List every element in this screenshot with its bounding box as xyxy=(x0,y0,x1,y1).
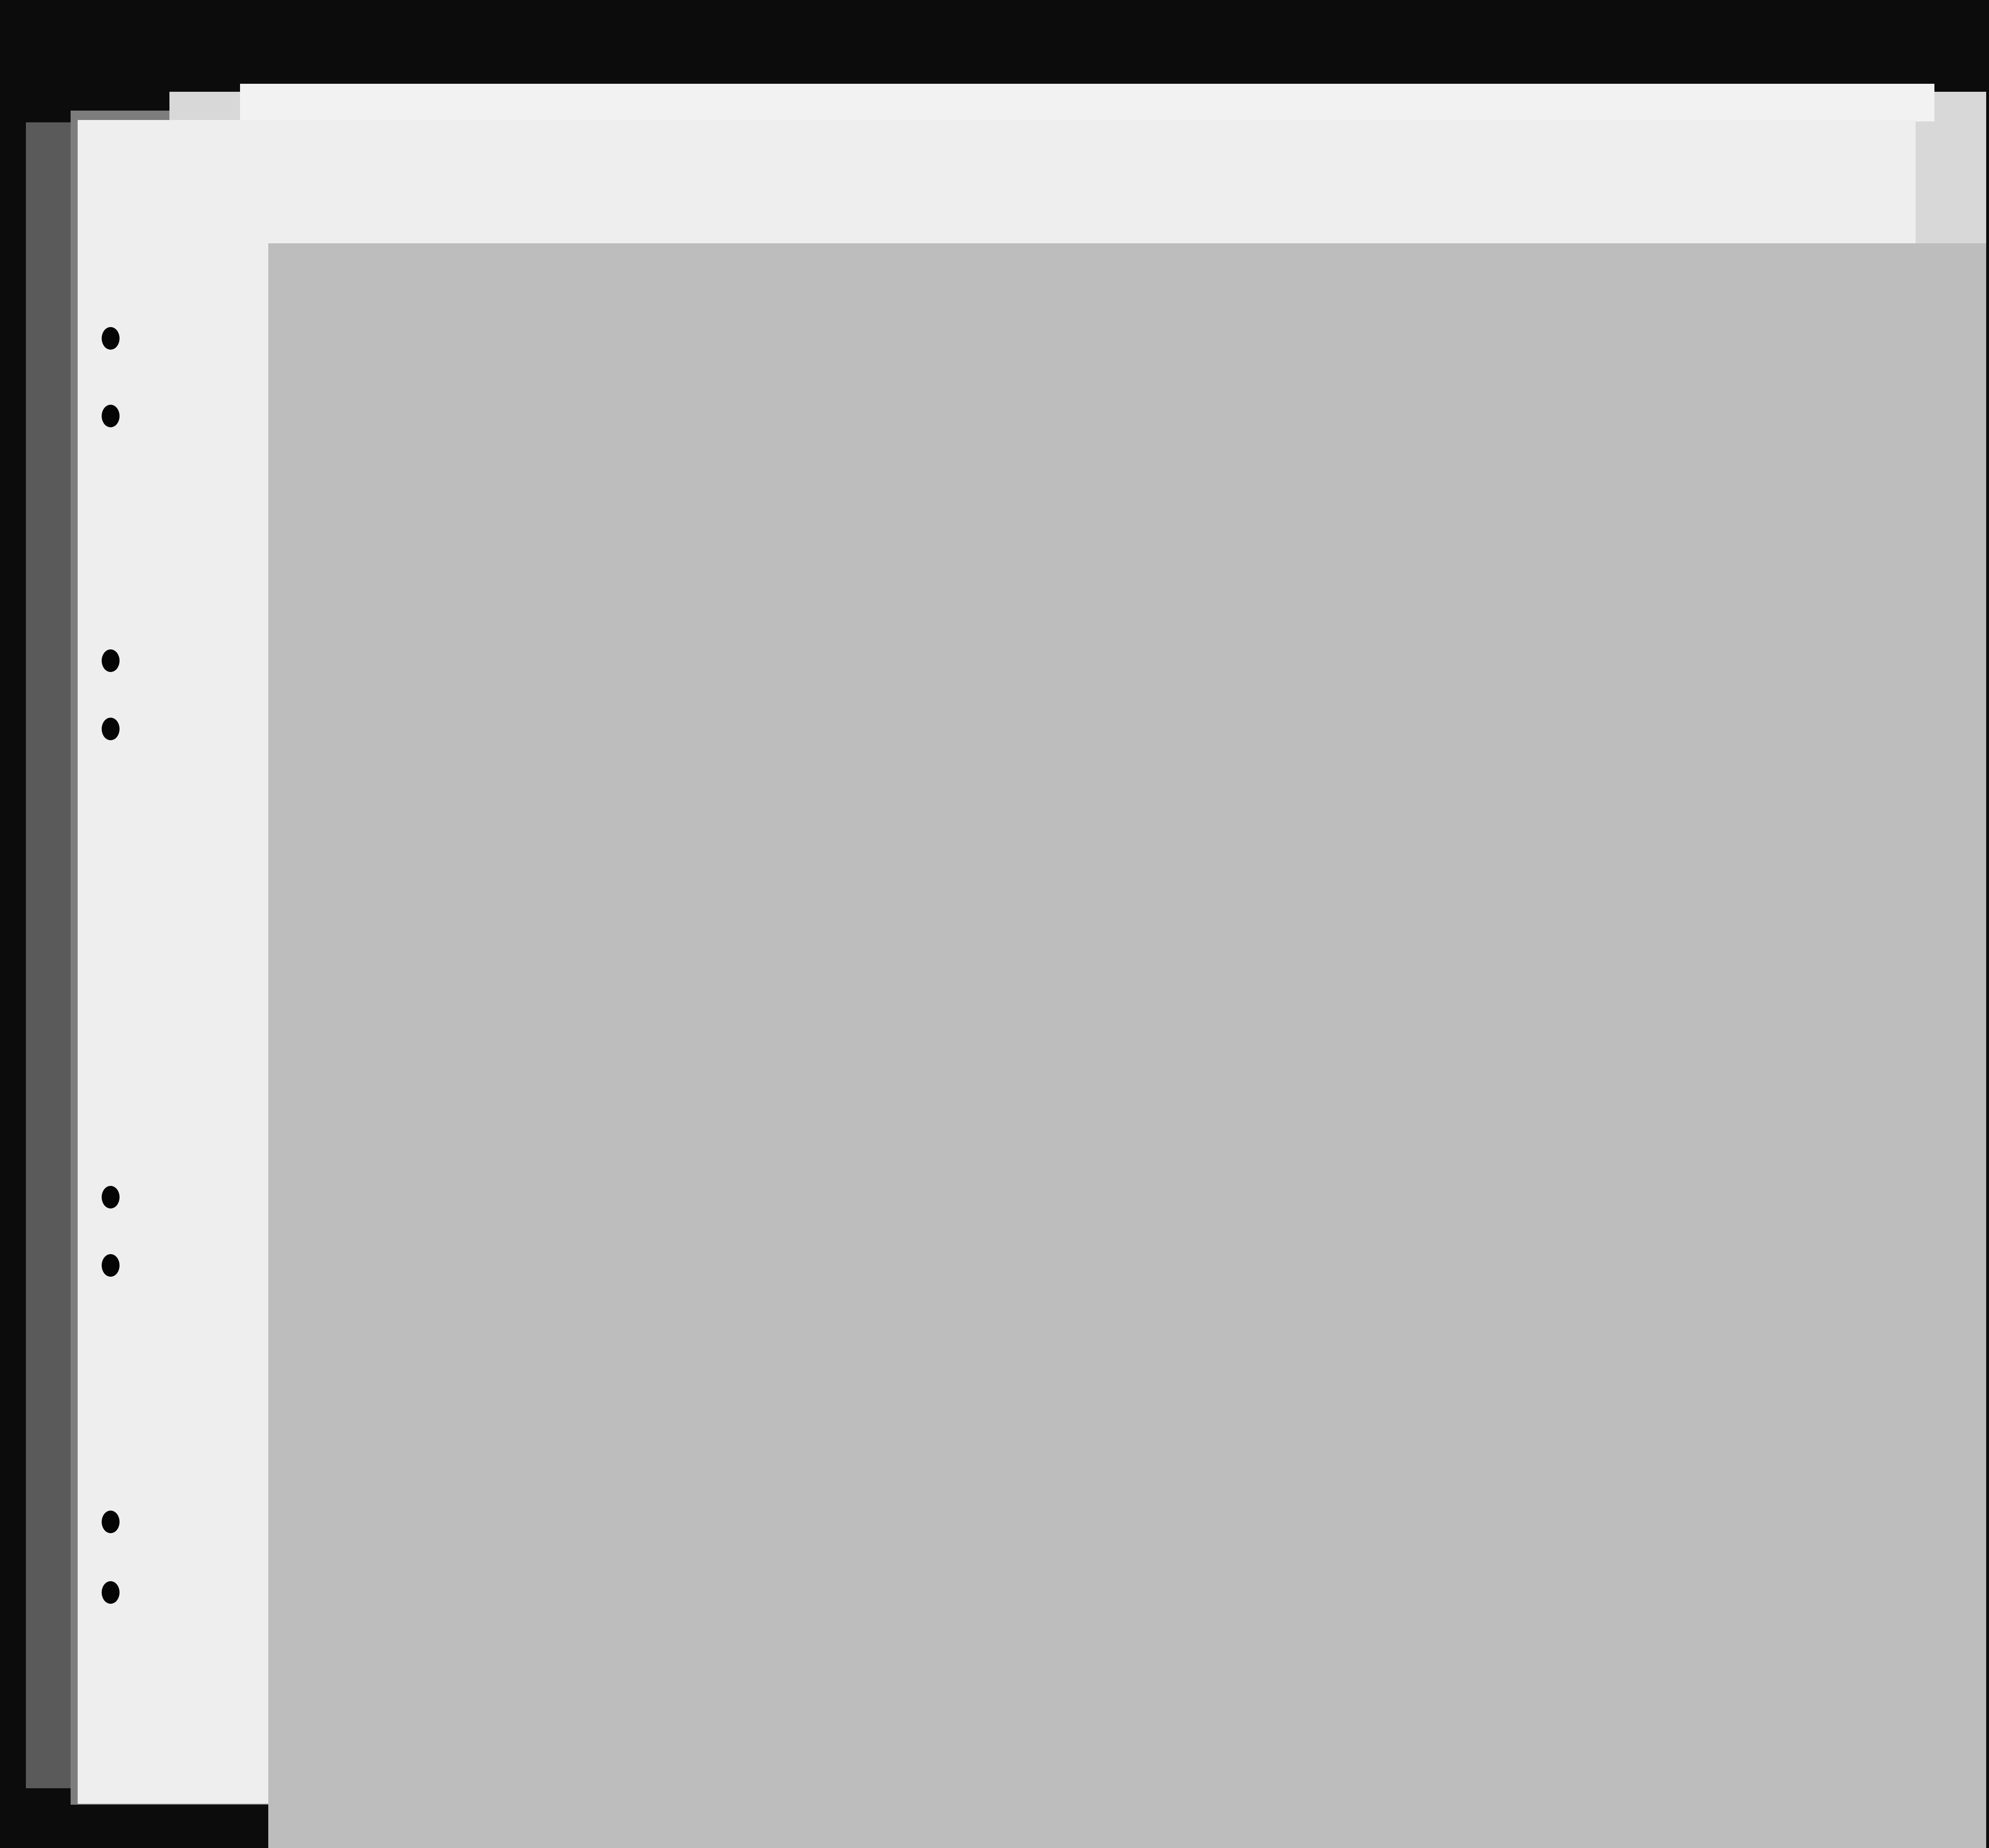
punch-hole xyxy=(102,1186,120,1208)
form-630c xyxy=(268,243,1986,1848)
punch-hole xyxy=(102,649,120,672)
punch-hole xyxy=(102,1511,120,1533)
punch-hole xyxy=(102,1581,120,1604)
punch-hole xyxy=(102,718,120,740)
punch-hole xyxy=(102,327,120,350)
punch-hole xyxy=(102,1254,120,1277)
punch-hole xyxy=(102,405,120,427)
back-page-top xyxy=(240,84,1934,121)
manifest-sheet xyxy=(78,120,1916,1804)
